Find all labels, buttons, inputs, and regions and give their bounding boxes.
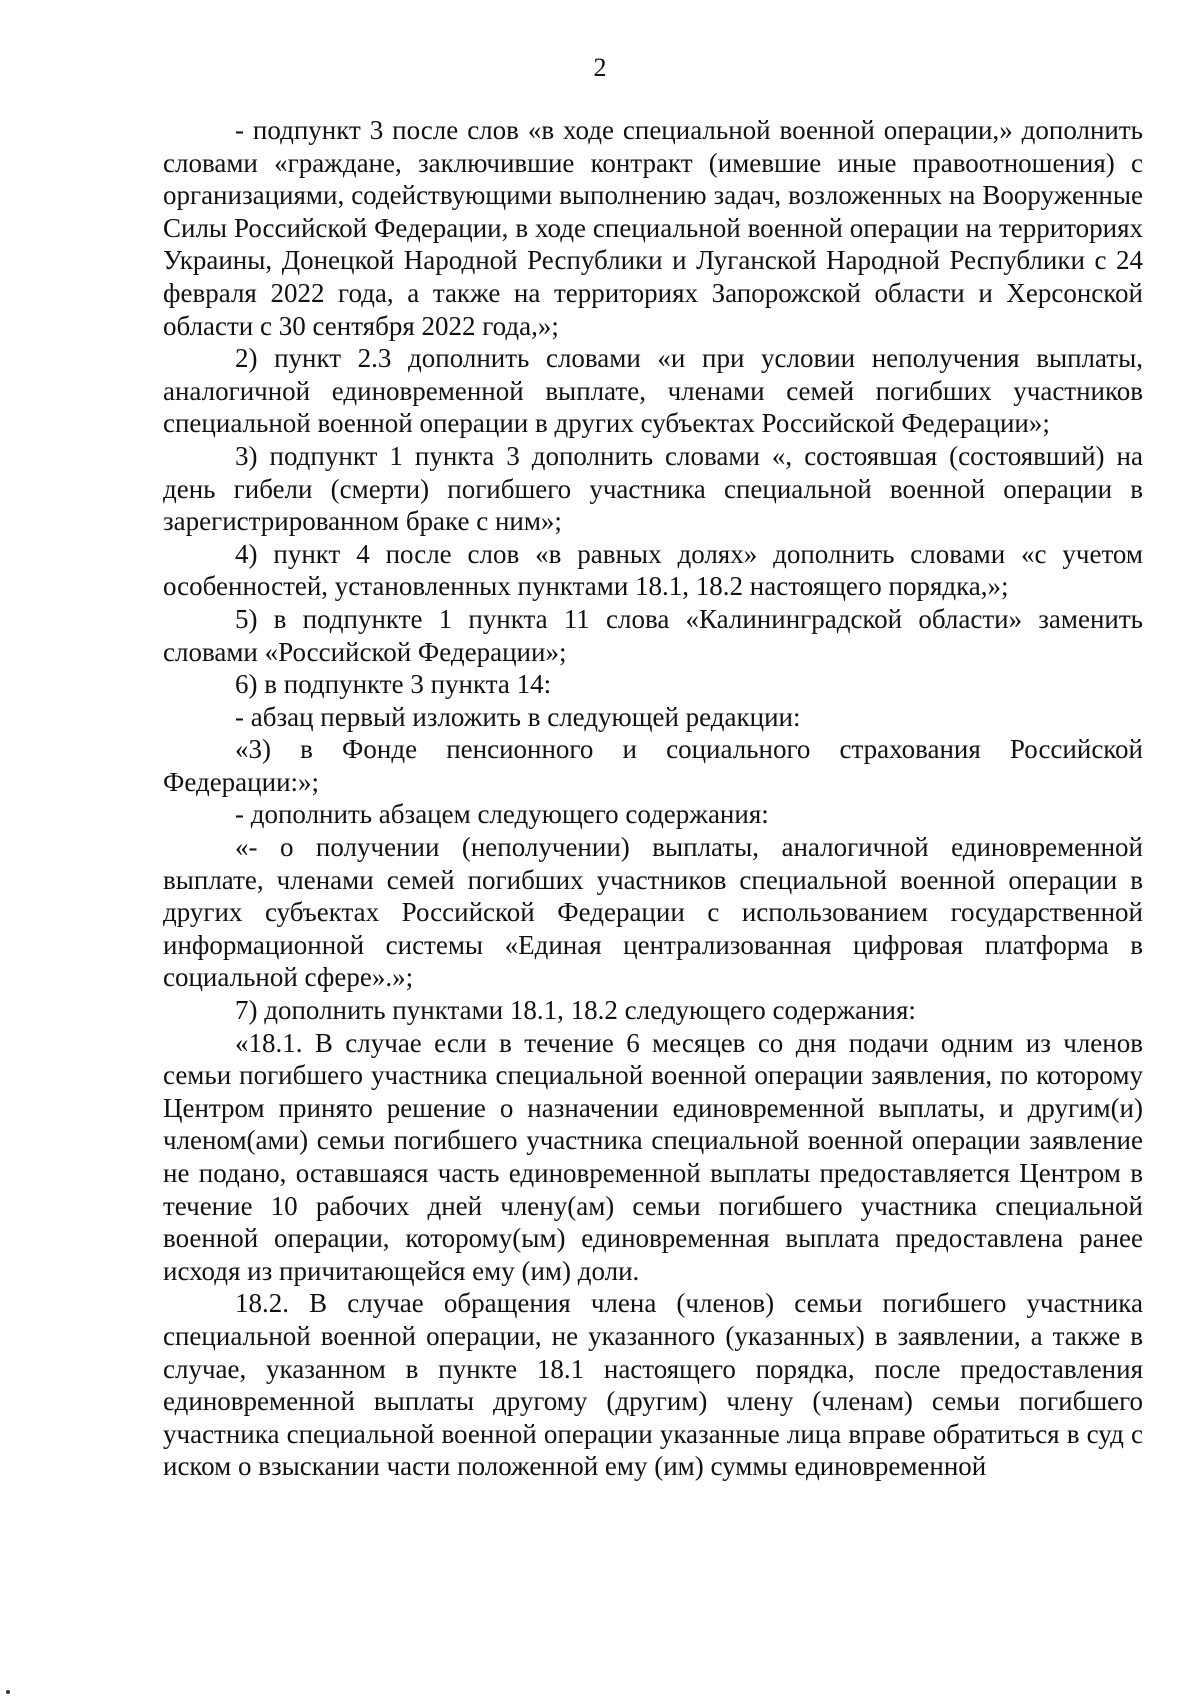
paragraph-item-7: 7) дополнить пунктами 18.1, 18.2 следующего содержания: [235,995,916,1026]
paragraph-item-4: 4) пункт 4 после слов «в равных долях» дополнить словами «с учетом особенностей, установленных пунктами 18.1, 18.2 настоящего порядка,»; [163,538,1143,602]
paragraph-item-2: 2) пункт 2.3 дополнить словами «и при условии неполучения выплаты, аналогичной единовременной выплате, членами семей погибших участников специальной военной операции в других субъектах Российской Федерации»; [163,343,1143,439]
paragraph-subparagraph-3-amendment: - подпункт 3 после слов «в ходе специальной военной операции,» дополнить словами «граждане, заключившие контракт (имевшие иные правоотношения) с организациями, содействующими выполнению задач, возложенных на Вооруженные Силы Российской Федерации, в ходе специальной военной операции на территориях Украины, Донецкой Народной Республики и Луганской Народной Республики с 24 февраля 2022 года, а также на территориях Запорожской области и Херсонской области с 30 сентября 2022 года,»; [163,115,1143,341]
document-body [163,114,1143,1483]
paragraph-item-6-new-wording: «3) в Фонде пенсионного и социального страхования Российской Федерации:»; [163,734,1143,797]
paragraph-item-6-add-abzac: - дополнить абзацем следующего содержания: [235,799,769,830]
paragraph-item-6-first-abzac: - абзац первый изложить в следующей редакции: [235,701,801,732]
paragraph-item-6: 6) в подпункте 3 пункта 14: [235,669,552,700]
paragraph-point-18-2: 18.2. В случае обращения члена (членов) семьи погибшего участника специальной военной операции, не указанного (указанных) в заявлении, а также в случае, указанном в пункте 18.1 настоящего порядка, после предоставления единовременной выплаты другому (другим) члену (членам) семьи погибшего участника специальной военной операции указанные лица вправе обратиться в суд с иском о взыскании части положенной ему (им) суммы единовременной [163,1288,1143,1482]
page-number: 2 [593,53,607,82]
paragraph-item-5: 5) в подпункте 1 пункта 11 слова «Калининградской области» заменить словами «Российской Федерации»; [163,603,1143,667]
paragraph-point-18-1: «18.1. В случае если в течение 6 месяцев со дня подачи одним из членов семьи погибшего участника специальной военной операции заявления, по которому Центром принято решение о назначении единовременной выплаты, и другим(и) членом(ами) семьи погибшего участника специальной военной операции заявление не подано, оставшаяся часть единовременной выплаты предоставляется Центром в течение 10 рабочих дней члену(ам) семьи погибшего участника специальной военной операции, которому(ым) единовременная выплата предоставлена ранее исходя из причитающейся ему (им) доли. [163,1027,1143,1286]
scan-edge-mark [6,1690,10,1694]
paragraph-item-6-added-text: «- о получении (неполучении) выплаты, аналогичной единовременной выплате, членами семей погибших участников специальной военной операции в других субъектах Российской Федерации с использованием государственной информационной системы «Единая централизованная цифровая платформа в социальной сфере».»; [163,832,1143,993]
paragraph-item-3: 3) подпункт 1 пункта 3 дополнить словами «, состоявшая (состоявший) на день гибели (смерти) погибшего участника специальной военной операции в зарегистрированном браке с ним»; [163,440,1143,537]
